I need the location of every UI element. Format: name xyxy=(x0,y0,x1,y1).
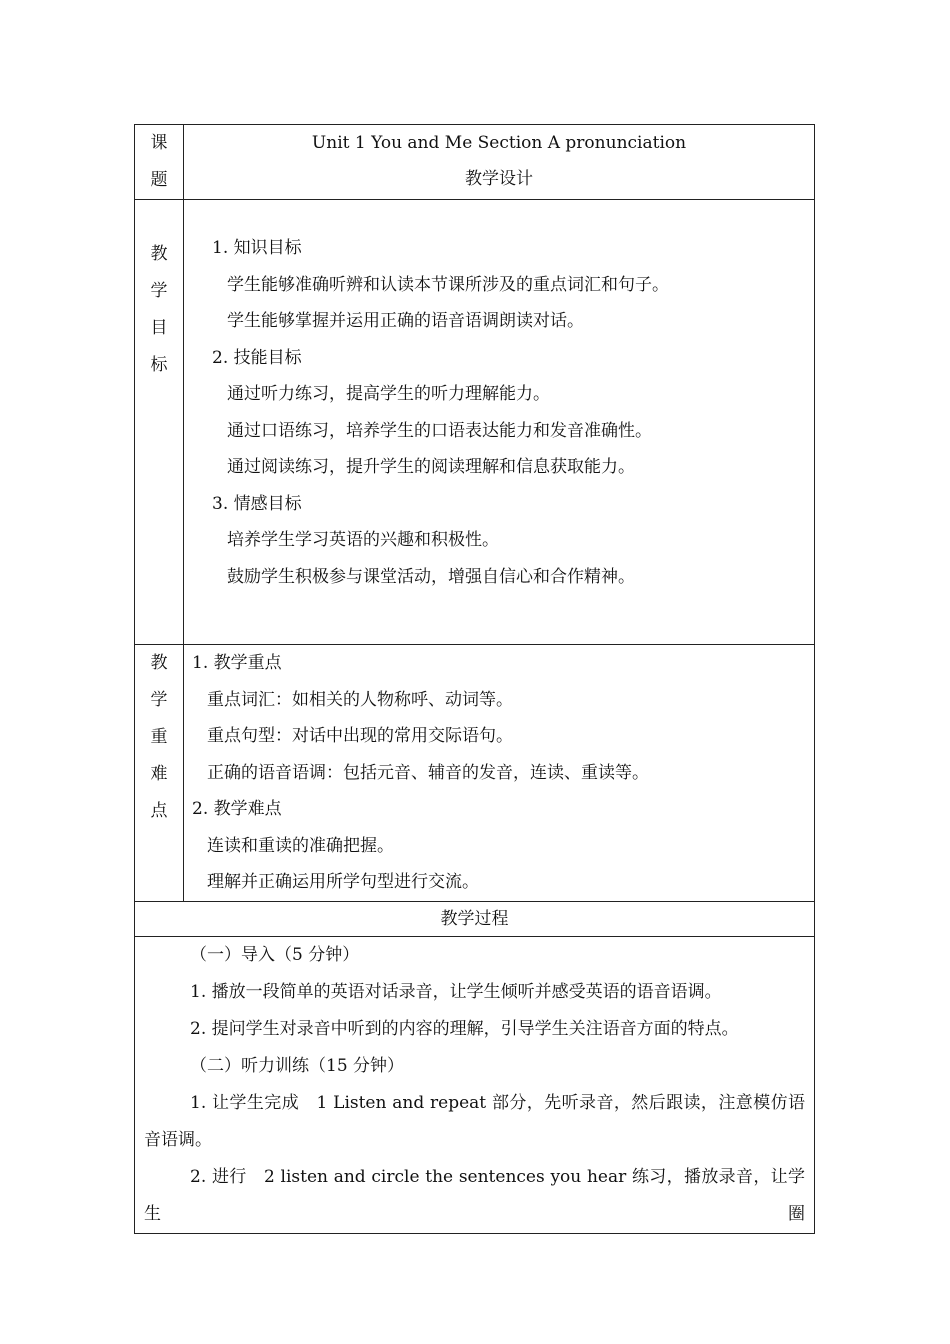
key-points-label-cell xyxy=(135,645,184,902)
objective-heading: 2. 技能目标 xyxy=(212,347,302,368)
objective-point: 学生能够准确听辨和认读本节课所涉及的重点词汇和句子。 xyxy=(227,274,669,295)
objective-heading: 3. 情感目标 xyxy=(212,493,302,514)
key-points-label-char: 难 xyxy=(150,764,168,784)
key-points-label-char: 学 xyxy=(150,690,168,710)
lesson-plan-table xyxy=(134,124,815,1234)
process-cell xyxy=(135,936,815,1233)
title-label-char: 题 xyxy=(150,170,168,190)
lesson-title: Unit 1 You and Me Section A pronunciation xyxy=(311,133,687,153)
objective-heading: 1. 知识目标 xyxy=(212,238,302,258)
process-step: 1. 播放一段简单的英语对话录音，让学生倾听并感受英语的语音语调。 xyxy=(190,981,722,1002)
objectives-label-char: 教 xyxy=(150,244,168,264)
title-row xyxy=(135,125,815,200)
key-points-heading: 1. 教学重点 xyxy=(192,653,282,673)
title-label-cell xyxy=(135,125,184,200)
key-point: 重点句型：对话中出现的常用交际语句。 xyxy=(207,726,513,746)
objectives-cell xyxy=(184,200,815,645)
key-point: 理解并正确运用所学句型进行交流。 xyxy=(207,872,479,892)
process-step: 2. 进行 2 listen and circle the sentences you hear 练习，播放录音，让学生圈 xyxy=(144,1166,805,1224)
key-point: 重点词汇：如相关的人物称呼、动词等。 xyxy=(207,689,513,710)
key-point: 连读和重读的准确把握。 xyxy=(207,835,394,856)
objectives-label-char: 目 xyxy=(150,318,168,338)
title-label-char: 课 xyxy=(150,133,168,153)
objective-point: 通过听力练习，提高学生的听力理解能力。 xyxy=(227,384,550,404)
objective-point: 学生能够掌握并运用正确的语音语调朗读对话。 xyxy=(227,311,584,331)
key-points-label-char: 教 xyxy=(150,653,168,673)
objectives-label-cell xyxy=(135,200,184,645)
lesson-subtitle: 教学设计 xyxy=(465,169,533,189)
process-step: 1. 让学生完成 1 Listen and repeat 部分，先听录音，然后跟读，注意模仿语音语调。 xyxy=(144,1092,805,1150)
process-section-heading: （一）导入（5 分钟） xyxy=(190,944,360,965)
key-points-cell xyxy=(184,645,815,902)
objectives-label-char: 标 xyxy=(150,355,168,375)
key-points-label-char: 重 xyxy=(150,727,168,747)
title-cell xyxy=(184,125,815,200)
process-row xyxy=(135,936,815,1233)
objective-point: 通过口语练习，培养学生的口语表达能力和发音准确性。 xyxy=(227,420,652,441)
objectives-row xyxy=(135,200,815,645)
key-points-label-char: 点 xyxy=(150,801,168,821)
objectives-label-char: 学 xyxy=(150,281,168,301)
process-heading: 教学过程 xyxy=(135,901,815,936)
process-step: 2. 提问学生对录音中听到的内容的理解，引导学生关注语音方面的特点。 xyxy=(190,1018,739,1039)
key-points-row xyxy=(135,645,815,902)
process-heading-row xyxy=(135,901,815,936)
objective-point: 通过阅读练习，提升学生的阅读理解和信息获取能力。 xyxy=(227,457,635,477)
objective-point: 鼓励学生积极参与课堂活动，增强自信心和合作精神。 xyxy=(227,566,635,587)
key-points-heading: 2. 教学难点 xyxy=(192,799,282,819)
process-section-heading: （二）听力训练（15 分钟） xyxy=(190,1055,405,1076)
key-point: 正确的语音语调：包括元音、辅音的发音，连读、重读等。 xyxy=(207,762,649,783)
objective-point: 培养学生学习英语的兴趣和积极性。 xyxy=(227,530,499,550)
